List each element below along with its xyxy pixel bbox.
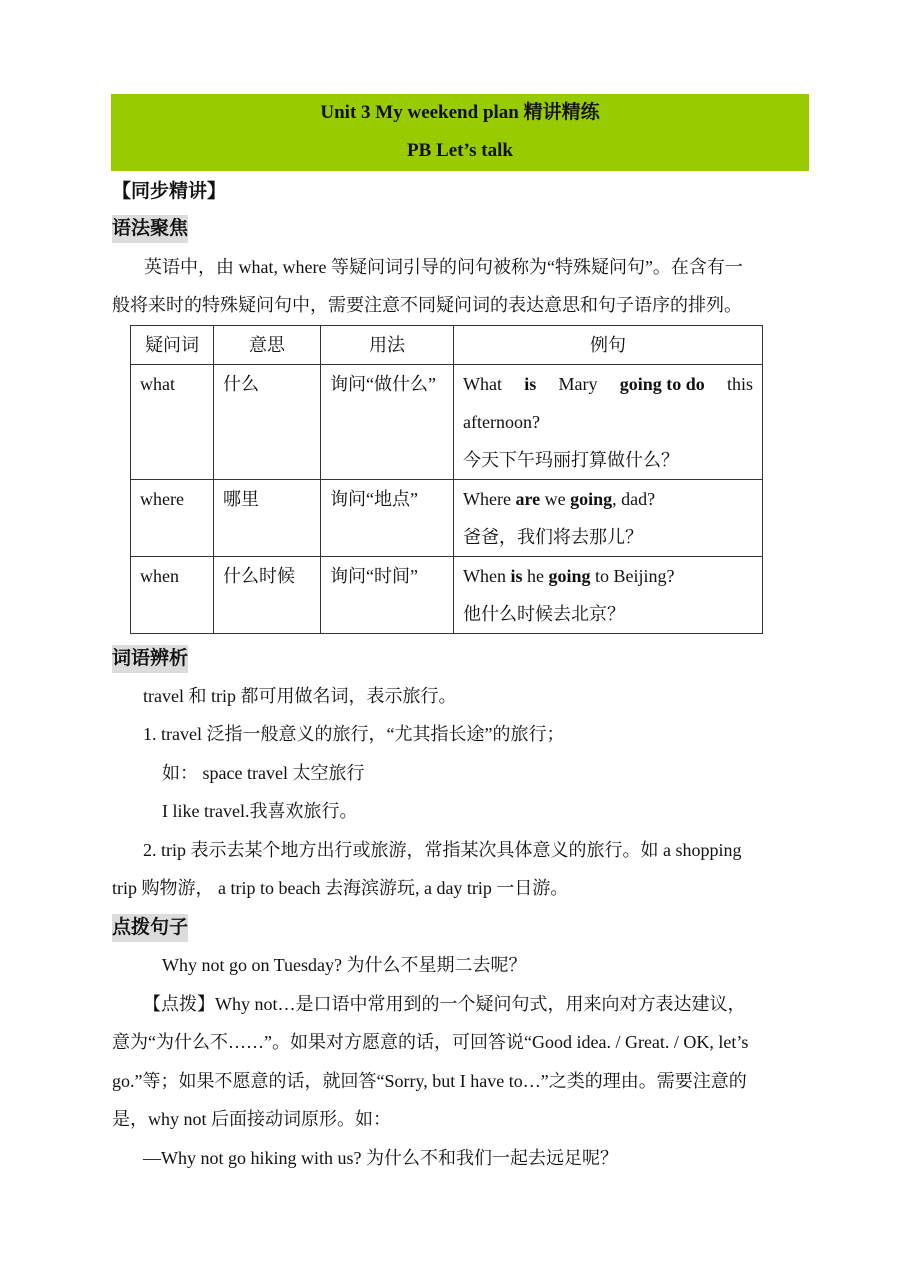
ex-translation: 他什么时候去北京？ xyxy=(463,604,625,624)
ex-bold: going xyxy=(548,566,591,586)
ex-bold: is xyxy=(524,374,537,394)
table-row xyxy=(131,480,763,557)
table-row xyxy=(131,365,763,480)
ex-text: this xyxy=(726,374,753,394)
ex-text: What xyxy=(463,374,502,394)
word-cell: what xyxy=(131,365,214,480)
vocab-line: travel 和 trip 都可用做名词，表示旅行。 xyxy=(143,686,457,706)
ex-text: Mary xyxy=(558,374,598,394)
doc-title: Unit 3 My weekend plan 精讲精练 xyxy=(320,102,600,123)
word-cell: where xyxy=(131,480,214,557)
ex-text: When xyxy=(463,566,511,586)
word-cell: when xyxy=(131,557,214,634)
table-row xyxy=(131,557,763,634)
usage-cell: 询问“做什么” xyxy=(321,365,454,480)
ex-text: Where xyxy=(463,489,516,509)
meaning-cell: 什么 xyxy=(214,365,321,480)
ex-bold: is xyxy=(510,566,523,586)
question-word-table xyxy=(130,325,763,634)
grammar-paragraph-line: 般将来时的特殊疑问句中，需要注意不同疑问词的表达意思和句子语序的排列。 xyxy=(112,295,742,315)
vocab-line: I like travel.我喜欢旅行。 xyxy=(162,801,358,821)
example-cell xyxy=(454,480,763,557)
example-cell xyxy=(454,365,763,480)
sentence-line: 【点拨】Why not…是口语中常用到的一个疑问句式，用来向对方表达建议， xyxy=(143,994,746,1014)
header-cell: 用法 xyxy=(321,326,454,365)
section-heading: 【同步精讲】 xyxy=(112,181,227,202)
ex-text: to Beijing? xyxy=(590,566,675,586)
sentence-line: Why not go on Tuesday? 为什么不星期二去呢？ xyxy=(162,955,527,975)
header-cell: 疑问词 xyxy=(131,326,214,365)
meaning-cell: 什么时候 xyxy=(214,557,321,634)
header-cell: 意思 xyxy=(214,326,321,365)
table-header-row xyxy=(131,326,763,365)
ex-text: , dad? xyxy=(612,489,656,509)
ex-translation: 今天下午玛丽打算做什么？ xyxy=(463,450,679,470)
sentence-line: 是，why not 后面接动词原形。如： xyxy=(112,1109,391,1129)
usage-cell: 询问“时间” xyxy=(321,557,454,634)
doc-subtitle: PB Let’s talk xyxy=(407,140,513,161)
ex-text: he xyxy=(522,566,549,586)
sentence-line: —Why not go hiking with us? 为什么不和我们一起去远足呢？ xyxy=(143,1148,618,1168)
sentence-line: go.”等；如果不愿意的话，就回答“Sorry, but I have to…”之类的理由。需要注意的 xyxy=(112,1071,747,1091)
ex-text: afternoon? xyxy=(463,412,540,432)
ex-text: we xyxy=(540,489,571,509)
ex-bold: going to do xyxy=(619,374,705,394)
grammar-paragraph-line: 英语中，由 what, where 等疑问词引导的问句被称为“特殊疑问句”。在含有一 xyxy=(144,257,743,277)
vocab-line: 2. trip 表示去某个地方出行或旅游，常指某次具体意义的旅行。如 a shopping xyxy=(143,840,742,860)
vocab-line: 如： space travel 太空旅行 xyxy=(162,763,365,783)
vocab-line: trip 购物游， a trip to beach 去海滨游玩, a day trip 一日游。 xyxy=(112,878,569,898)
title-banner xyxy=(111,94,809,171)
usage-cell: 询问“地点” xyxy=(321,480,454,557)
header-cell: 例句 xyxy=(454,326,763,365)
ex-bold: are xyxy=(515,489,541,509)
vocab-heading: 词语辨析 xyxy=(112,645,188,673)
ex-bold: going xyxy=(570,489,613,509)
sentence-line: 意为“为什么不……”。如果对方愿意的话，可回答说“Good idea. / Great. / OK, let’s xyxy=(112,1032,749,1052)
example-cell xyxy=(454,557,763,634)
vocab-line: 1. travel 泛指一般意义的旅行，“尤其指长途”的旅行； xyxy=(143,724,565,744)
sentence-heading: 点拨句子 xyxy=(112,914,188,942)
meaning-cell: 哪里 xyxy=(214,480,321,557)
ex-translation: 爸爸，我们将去那儿？ xyxy=(463,527,643,547)
grammar-heading: 语法聚焦 xyxy=(112,215,188,243)
